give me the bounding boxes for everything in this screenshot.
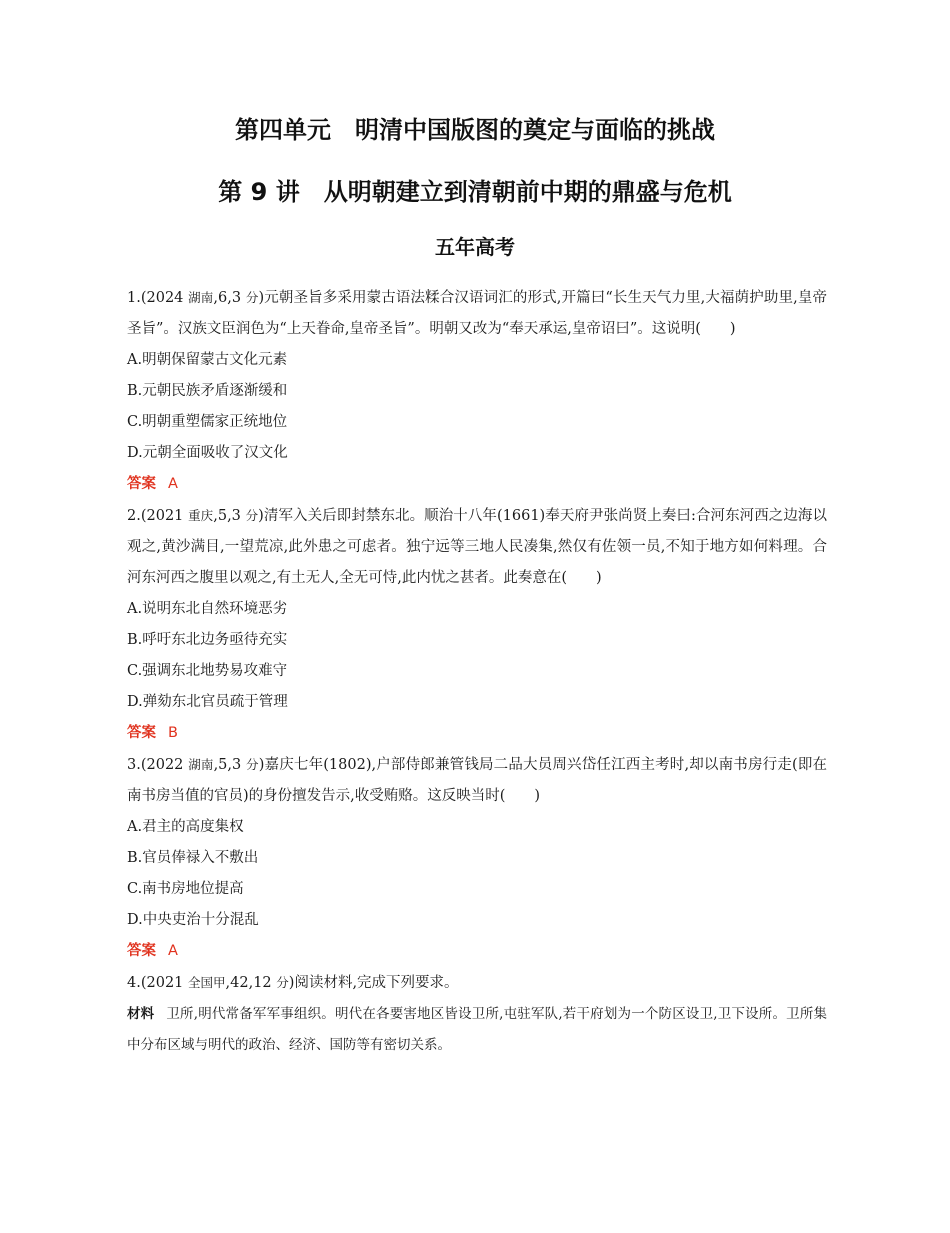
question-score-unit: 分 [245, 508, 259, 523]
option-b: B.官员俸禄入不敷出 [127, 850, 259, 866]
question-source: 全国甲 [188, 975, 226, 990]
question-number: 4.( [127, 975, 147, 991]
question-number: 1.( [127, 290, 147, 306]
option-c: C.南书房地位提高 [127, 881, 244, 897]
option-a: A.明朝保留蒙古文化元素 [127, 352, 288, 368]
question-2 [127, 500, 827, 749]
question-year: 2024 [146, 290, 184, 306]
material-block [127, 999, 827, 1061]
option-d: D.弹劾东北官员疏于管理 [127, 694, 288, 710]
question-source: 湖南 [188, 757, 214, 772]
option-a: A.说明东北自然环境恶劣 [127, 601, 288, 617]
answer-line [127, 469, 827, 500]
answer-label: 答案 [127, 476, 156, 492]
question-stem [127, 967, 827, 999]
question-meta: ,42,12 [225, 975, 272, 991]
question-stem [127, 749, 827, 812]
material-text: 卫所,明代常备军军事组织。明代在各要害地区皆设卫所,屯驻军队,若干府划为一个防区设卫,卫下设所。卫所集中分布区域与明代的政治、经济、国防等有密切关系。 [127, 1006, 827, 1053]
question-text: )阅读材料,完成下列要求。 [288, 975, 459, 991]
question-text: )元朝圣旨多采用蒙古语法糅合汉语词汇的形式,开篇曰“长生天气力里,大福荫护助里,皇帝圣旨”。汉族文臣润色为“上天眷命,皇帝圣旨”。明朝又改为“奉天承运,皇帝诏曰”。这说明( ) [127, 290, 828, 337]
question-3 [127, 749, 827, 967]
question-year: 2021 [146, 975, 184, 991]
question-list [127, 282, 827, 1061]
option-a: A.君主的高度集权 [127, 819, 244, 835]
question-number: 3.( [127, 757, 147, 773]
answer-value: A [168, 943, 178, 959]
option-c: C.强调东北地势易攻难守 [127, 663, 288, 679]
lesson-title: 第 9 讲 从明朝建立到清朝前中期的鼎盛与危机 [218, 178, 732, 206]
question-meta: ,5,3 [213, 508, 241, 524]
answer-line [127, 936, 827, 967]
question-source: 重庆 [188, 508, 214, 523]
question-1 [127, 282, 827, 500]
question-text: )嘉庆七年(1802),户部侍郎兼管钱局二品大员周兴岱任江西主考时,却以南书房行走(即在南书房当值的官员)的身份擅发告示,收受贿赂。这反映当时( ) [127, 757, 828, 804]
answer-label: 答案 [127, 943, 156, 959]
question-meta: ,6,3 [213, 290, 242, 306]
option-b: B.呼吁东北边务亟待充实 [127, 632, 288, 648]
option-c: C.明朝重塑儒家正统地位 [127, 414, 288, 430]
question-source: 湖南 [188, 290, 214, 305]
option-b: B.元朝民族矛盾逐渐缓和 [127, 383, 288, 399]
answer-value: A [168, 476, 178, 492]
question-score-unit: 分 [246, 757, 259, 772]
answer-value: B [168, 725, 178, 741]
question-year: 2022 [146, 757, 184, 773]
answer-label: 答案 [127, 725, 156, 741]
question-4 [127, 967, 827, 1061]
question-stem [127, 500, 827, 594]
question-text: )清军入关后即封禁东北。顺治十八年(1661)奉天府尹张尚贤上奏曰:合河东河西之边海以观之,黄沙满目,一望荒凉,此外患之可虑者。独宁远等三地人民凑集,然仅有佐领一员,不知于地方如何料理。合河东河西之腹里以观之,有土无人,全无可恃,此内忧之甚者。此奏意在( ) [127, 508, 827, 586]
question-meta: ,5,3 [213, 757, 242, 773]
section-title: 五年高考 [435, 235, 515, 259]
question-stem [127, 282, 827, 345]
material-label: 材料 [127, 1006, 155, 1022]
question-score-unit: 分 [276, 975, 289, 990]
unit-title: 第四单元 明清中国版图的奠定与面临的挑战 [235, 116, 715, 144]
question-year: 2021 [146, 508, 184, 524]
question-score-unit: 分 [245, 290, 259, 305]
option-d: D.元朝全面吸收了汉文化 [127, 445, 288, 461]
answer-line [127, 718, 827, 749]
question-number: 2.( [127, 508, 147, 524]
option-d: D.中央吏治十分混乱 [127, 912, 259, 928]
